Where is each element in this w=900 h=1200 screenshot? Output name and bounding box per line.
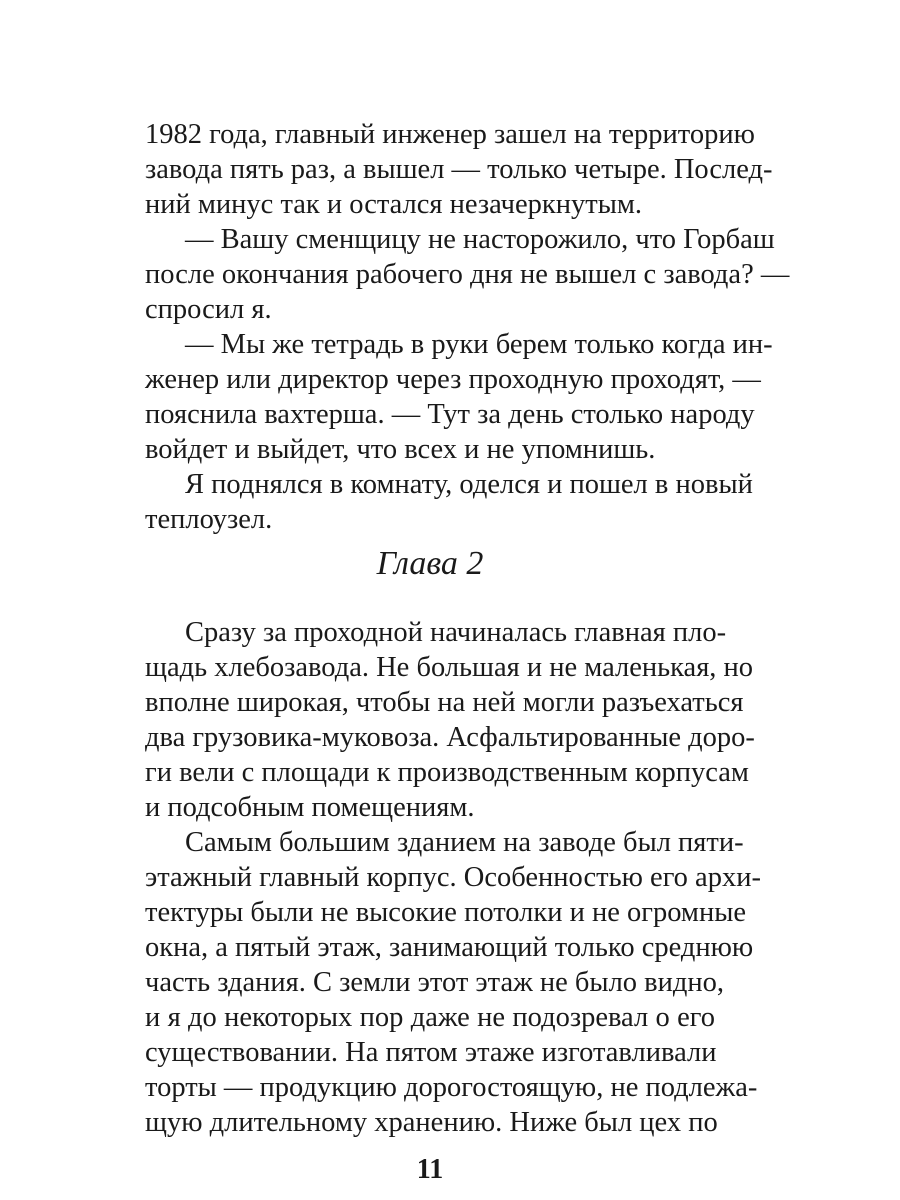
text-line: после окончания рабочего дня не вышел с завода? — xyxy=(145,259,790,290)
text-line: — Мы же тетрадь в руки берем только когда ин- xyxy=(185,329,773,360)
text-line: щадь хлебозавода. Не большая и не маленькая, но xyxy=(145,652,754,683)
chapter-title: Глава 2 xyxy=(376,545,484,582)
text-line: ги вели с площади к производственным корпусам xyxy=(145,757,749,788)
page-number: 11 xyxy=(416,1154,444,1185)
text-line: пояснила вахтерша. — Тут за день столько народу xyxy=(145,399,755,430)
text-line: Сразу за проходной начиналась главная пло- xyxy=(185,617,727,648)
text-line: теплоузел. xyxy=(145,504,273,535)
text-line: — Вашу сменщицу не насторожило, что Горбаш xyxy=(185,224,775,255)
text-line: войдет и выйдет, что всех и не упомнишь. xyxy=(145,434,656,465)
text-line: окна, а пятый этаж, занимающий только среднюю xyxy=(145,932,754,963)
text-line: вполне широкая, чтобы на ней могли разъехаться xyxy=(145,687,744,718)
text-line: существовании. На пятом этаже изготавливали xyxy=(145,1037,717,1068)
book-page xyxy=(145,0,790,1200)
text-line: этажный главный корпус. Особенностью его архи- xyxy=(145,862,761,893)
text-line: и я до некоторых пор даже не подозревал о его xyxy=(145,1002,715,1033)
text-line: женер или директор через проходную проходят, — xyxy=(145,364,761,395)
text-line: завода пять раз, а вышел — только четыре. Послед- xyxy=(145,154,773,185)
text-line: часть здания. С земли этот этаж не было видно, xyxy=(145,967,725,998)
text-line: спросил я. xyxy=(145,294,272,325)
text-line: Я поднялся в комнату, оделся и пошел в новый xyxy=(185,469,753,500)
text-line: ний минус так и остался незачеркнутым. xyxy=(145,189,643,220)
text-line: и подсобным помещениям. xyxy=(145,792,475,823)
text-line: тектуры были не высокие потолки и не огромные xyxy=(145,897,746,928)
text-line: 1982 года, главный инженер зашел на территорию xyxy=(145,119,755,150)
text-line: Самым большим зданием на заводе был пяти- xyxy=(185,827,744,858)
text-line: два грузовика-муковоза. Асфальтированные доро- xyxy=(145,722,755,753)
text-line: щую длительному хранению. Ниже был цех по xyxy=(145,1107,718,1138)
text-line: торты — продукцию дорогостоящую, не подлежа- xyxy=(145,1072,758,1103)
